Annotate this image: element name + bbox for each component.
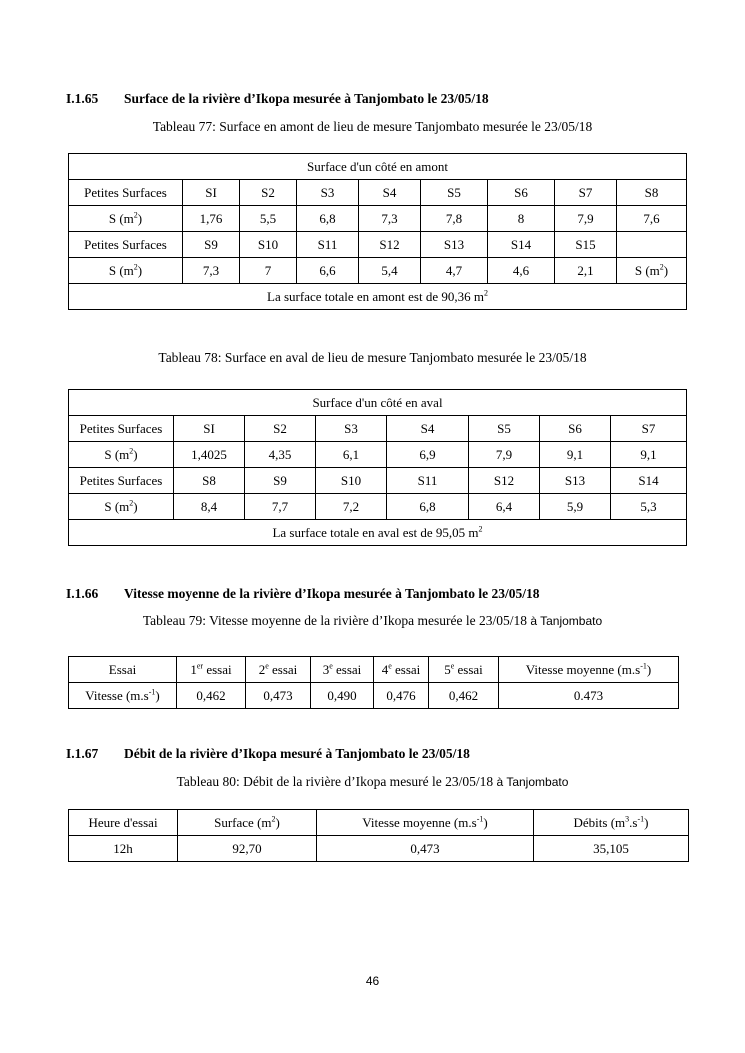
table-cell: 0,473: [317, 836, 534, 862]
table-cell: S $(m^2)$: [617, 258, 687, 284]
table-cell: S14: [611, 468, 687, 494]
table-cell: S3: [316, 416, 387, 442]
table-header-row: [69, 810, 689, 836]
table-cell: 5,9: [540, 494, 611, 520]
table-cell: 1,76: [183, 206, 240, 232]
table-cell: 7,7: [245, 494, 316, 520]
section-heading-65: [66, 91, 489, 107]
section-title: Surface de la rivière d’Ikopa mesurée à Tanjombato le 23/05/18: [124, 91, 489, 106]
table-cell: SI: [183, 180, 240, 206]
table-cell: 0,476: [374, 683, 429, 709]
table78: [68, 389, 687, 546]
table80-caption: Tableau 80: Débit de la rivière d’Ikopa mesuré le 23/05/18 à Tanjombato: [176, 774, 569, 789]
table-row: [69, 232, 687, 258]
table-cell: 5,3: [611, 494, 687, 520]
column-header: Vitesse moyenne $(m.s^{-1})$: [317, 810, 534, 836]
table-cell: S12: [469, 468, 540, 494]
table-cell: S6: [540, 416, 611, 442]
table-row: [69, 206, 687, 232]
table-cell: 9,1: [611, 442, 687, 468]
table-cell: 1,4025: [174, 442, 245, 468]
table78-caption: Tableau 78: Surface en aval de lieu de mesure Tanjombato mesurée le 23/05/18: [158, 350, 587, 365]
table-cell: 35,105: [534, 836, 689, 862]
column-header: 2e essai: [246, 657, 311, 683]
table-cell: S3: [297, 180, 359, 206]
table-cell: 4,35: [245, 442, 316, 468]
table-cell: S9: [183, 232, 240, 258]
table-row: [69, 836, 689, 862]
table-cell: 7,2: [316, 494, 387, 520]
table-cell: S8: [174, 468, 245, 494]
table-cell: 5,5: [240, 206, 297, 232]
row-label: Petites Surfaces: [69, 232, 183, 258]
table-cell: 6,4: [469, 494, 540, 520]
table-row: [69, 683, 679, 709]
table-cell: S7: [555, 180, 617, 206]
table-cell: 6,9: [387, 442, 469, 468]
row-label: S $(m^2)$: [69, 206, 183, 232]
table-cell: S13: [540, 468, 611, 494]
column-header: Essai: [69, 657, 177, 683]
table-cell: 7,6: [617, 206, 687, 232]
table-cell: 7,9: [469, 442, 540, 468]
table-cell: 2,1: [555, 258, 617, 284]
table77: [68, 153, 687, 310]
table-cell: 5,4: [359, 258, 421, 284]
table-cell: S11: [387, 468, 469, 494]
table-cell: S2: [245, 416, 316, 442]
table-total: La surface totale en aval est de 95,05 $m^2$: [69, 520, 687, 546]
table-cell: 0.473: [499, 683, 679, 709]
table-cell: 0,462: [429, 683, 499, 709]
table-cell: S14: [488, 232, 555, 258]
table-cell: 6,8: [297, 206, 359, 232]
table-cell: 6,1: [316, 442, 387, 468]
table-cell: S9: [245, 468, 316, 494]
table-cell: S6: [488, 180, 555, 206]
column-header: Débits $(m^3.s^{-1})$: [534, 810, 689, 836]
table-cell: 12h: [69, 836, 178, 862]
table-cell: 7: [240, 258, 297, 284]
table-row: [69, 442, 687, 468]
column-header: 5e essai: [429, 657, 499, 683]
table-cell: S4: [387, 416, 469, 442]
table-cell: S15: [555, 232, 617, 258]
row-label: Petites Surfaces: [69, 468, 174, 494]
table-cell: S11: [297, 232, 359, 258]
column-header: Surface $(m^2)$: [178, 810, 317, 836]
table-row: [69, 416, 687, 442]
table-cell: 4,7: [421, 258, 488, 284]
table-row: [69, 258, 687, 284]
section-heading-66: [66, 586, 539, 602]
table-cell: SI: [174, 416, 245, 442]
table-cell: S10: [316, 468, 387, 494]
table-row: [69, 468, 687, 494]
table-cell: 7,9: [555, 206, 617, 232]
row-label: S $(m^2)$: [69, 258, 183, 284]
row-label: S $(m^2)$: [69, 494, 174, 520]
section-heading-67: [66, 746, 470, 762]
table-header-row: [69, 657, 679, 683]
table-cell: 8,4: [174, 494, 245, 520]
section-title: Vitesse moyenne de la rivière d’Ikopa mesurée à Tanjombato le 23/05/18: [124, 586, 540, 601]
table-cell: 7,3: [183, 258, 240, 284]
table-cell: S12: [359, 232, 421, 258]
table-cell: S7: [611, 416, 687, 442]
table-cell: S10: [240, 232, 297, 258]
table-cell: 4,6: [488, 258, 555, 284]
column-header: 3e essai: [311, 657, 374, 683]
table-cell: 0,473: [246, 683, 311, 709]
table-cell: 0,490: [311, 683, 374, 709]
section-number: I.1.67: [66, 746, 99, 761]
table-cell: 9,1: [540, 442, 611, 468]
table79: [68, 656, 679, 709]
table-cell: 7,3: [359, 206, 421, 232]
table-header: Surface d'un côté en amont: [69, 154, 687, 180]
table-total: La surface totale en amont est de 90,36 $m^2$: [69, 284, 687, 310]
table-cell: 7,8: [421, 206, 488, 232]
column-header: Heure d'essai: [69, 810, 178, 836]
table-cell: 92,70: [178, 836, 317, 862]
row-label: Vitesse $(m.s^{-1})$: [69, 683, 177, 709]
table-cell: S5: [469, 416, 540, 442]
table-cell: [617, 232, 687, 258]
table-cell: S2: [240, 180, 297, 206]
row-label: Petites Surfaces: [69, 416, 174, 442]
table-cell: 0,462: [177, 683, 246, 709]
section-number: I.1.65: [66, 91, 99, 106]
section-title: Débit de la rivière d’Ikopa mesuré à Tanjombato le 23/05/18: [124, 746, 470, 761]
table80: [68, 809, 689, 862]
table-cell: S5: [421, 180, 488, 206]
table-cell: 6,6: [297, 258, 359, 284]
column-header: 4e essai: [374, 657, 429, 683]
table-row: [69, 180, 687, 206]
table-cell: 6,8: [387, 494, 469, 520]
table-header: Surface d'un côté en aval: [69, 390, 687, 416]
table79-caption: Tableau 79: Vitesse moyenne de la rivière d’Ikopa mesurée le 23/05/18 à Tanjombato: [142, 613, 603, 628]
table-cell: S13: [421, 232, 488, 258]
table-cell: S4: [359, 180, 421, 206]
section-number: I.1.66: [66, 586, 99, 601]
row-label: S $(m^2)$: [69, 442, 174, 468]
table-cell: 8: [488, 206, 555, 232]
column-header: 1er essai: [177, 657, 246, 683]
page-number: 46: [365, 974, 380, 988]
table77-caption: Tableau 77: Surface en amont de lieu de mesure Tanjombato mesurée le 23/05/18: [152, 119, 593, 134]
row-label: Petites Surfaces: [69, 180, 183, 206]
table-cell: S8: [617, 180, 687, 206]
table-row: [69, 494, 687, 520]
column-header: Vitesse moyenne $(m.s^{-1})$: [499, 657, 679, 683]
